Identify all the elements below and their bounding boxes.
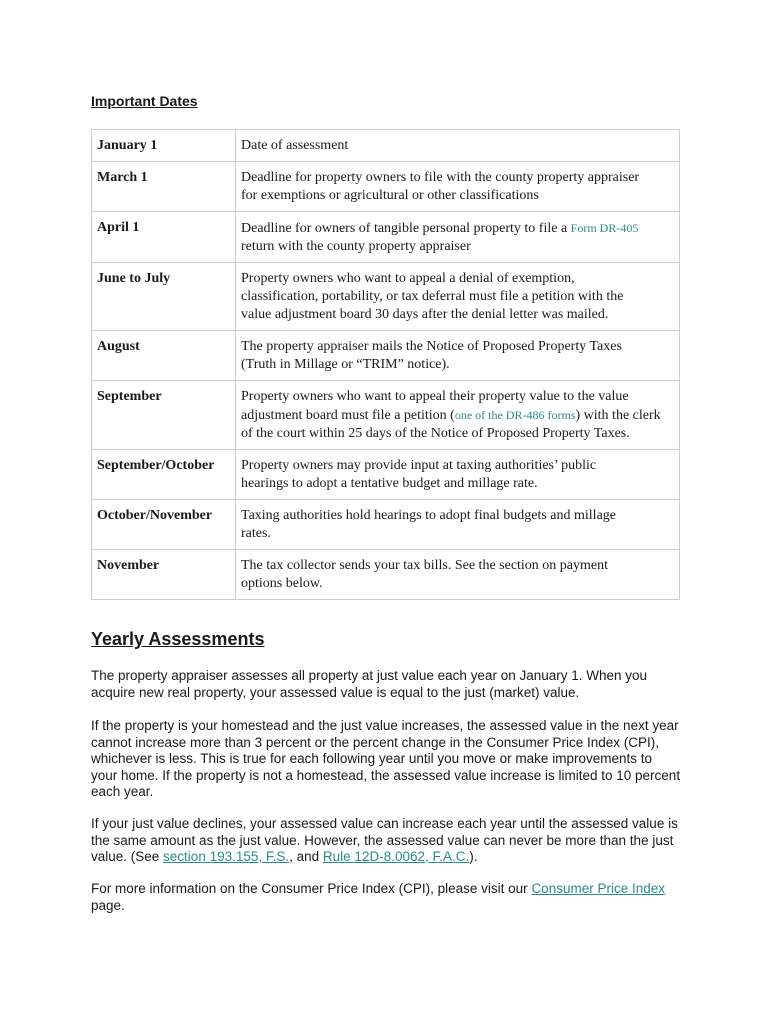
description-cell: [236, 130, 680, 162]
description-cell: [236, 500, 680, 550]
description-line: rates.: [241, 526, 271, 541]
description-line: Property owners who want to appeal a denial of exemption,: [241, 271, 575, 286]
table-row: [92, 162, 680, 212]
table-row: [92, 212, 680, 263]
table-row: [92, 500, 680, 550]
date-cell: October/November: [92, 500, 236, 550]
date-cell: January 1: [92, 130, 236, 162]
important-dates-heading: Important Dates: [91, 93, 198, 109]
date-cell: November: [92, 550, 236, 600]
description-text: return with the county property appraiser: [241, 239, 471, 254]
description-line: Date of assessment: [241, 138, 349, 153]
paragraph-text: If your just value declines, your assessed value can increase each year until the assessed value is the same amount as the just value. However, the assessed value can never be more than the just value. (See: [91, 816, 678, 864]
description-line: Deadline for property owners to file with the county property appraiser: [241, 170, 640, 185]
date-cell: September: [92, 381, 236, 450]
description-line: value adjustment board 30 days after the denial letter was mailed.: [241, 307, 609, 322]
section-193-155-link[interactable]: section 193.155, F.S.: [163, 849, 290, 864]
description-line: for exemptions or agricultural or other classifications: [241, 188, 539, 203]
description-text: Property owners who want to appeal their property value to the value adjustment board must file a petition (: [241, 389, 629, 423]
date-cell: August: [92, 331, 236, 381]
paragraph-text: ).: [469, 849, 478, 864]
date-cell: April 1: [92, 212, 236, 263]
paragraph-value-declines: [91, 816, 681, 866]
description-line: Property owners may provide input at taxing authorities’ public: [241, 458, 597, 473]
description-cell: [236, 381, 680, 450]
description-cell: [236, 162, 680, 212]
date-cell: September/October: [92, 450, 236, 500]
paragraph-text: For more information on the Consumer Price Index (CPI), please visit our: [91, 881, 532, 896]
paragraph-cpi-info: [91, 881, 681, 914]
description-line: hearings to adopt a tentative budget and millage rate.: [241, 476, 538, 491]
description-cell: [236, 550, 680, 600]
paragraph-just-value: The property appraiser assesses all property at just value each year on January 1. When you acquire new real property, your assessed value is equal to the just (market) value.: [91, 668, 648, 700]
dr-486-forms-link[interactable]: one of the DR-486 forms: [454, 408, 576, 422]
description-cell: [236, 212, 680, 263]
description-cell: [236, 450, 680, 500]
paragraph-text: page.: [91, 897, 125, 913]
description-cell: [236, 263, 680, 331]
description-line: options below.: [241, 576, 323, 591]
paragraph-text: , and: [289, 849, 323, 864]
description-line: Taxing authorities hold hearings to adopt final budgets and millage: [241, 508, 616, 523]
description-text: ) with the clerk of the court within 25 days of the Notice of Proposed Property Taxes.: [241, 408, 661, 441]
form-dr-405-link[interactable]: Form DR-405: [570, 221, 639, 235]
table-row: [92, 331, 680, 381]
paragraph-homestead-cap: If the property is your homestead and the just value increases, the assessed value in the next year cannot increase more than 3 percent or the percent change in the Consumer Price Index (CPI), whichever is less. This is true for each following year until you move or make improvements to your home. If the property is not a homestead, the assessed value increase is limited to 10 percent each year.: [91, 718, 681, 799]
date-cell: March 1: [92, 162, 236, 212]
description-line: (Truth in Millage or “TRIM” notice).: [241, 357, 450, 372]
table-row: [92, 381, 680, 450]
table-row: [92, 550, 680, 600]
description-text: Deadline for owners of tangible personal property to file a: [241, 221, 571, 236]
description-cell: [236, 331, 680, 381]
important-dates-table: [91, 129, 680, 600]
description-line: classification, portability, or tax deferral must file a petition with the: [241, 289, 624, 304]
consumer-price-index-link[interactable]: Consumer Price Index: [531, 881, 665, 896]
date-cell: June to July: [92, 263, 236, 331]
yearly-assessments-heading: Yearly Assessments: [91, 629, 265, 649]
rule-12d-8-0062-link[interactable]: Rule 12D-8.0062, F.A.C.: [322, 849, 470, 864]
description-line: The property appraiser mails the Notice of Proposed Property Taxes: [241, 339, 622, 354]
table-row: [92, 263, 680, 331]
table-row: [92, 130, 680, 162]
description-line: The tax collector sends your tax bills. See the section on payment: [241, 558, 609, 573]
table-row: [92, 450, 680, 500]
